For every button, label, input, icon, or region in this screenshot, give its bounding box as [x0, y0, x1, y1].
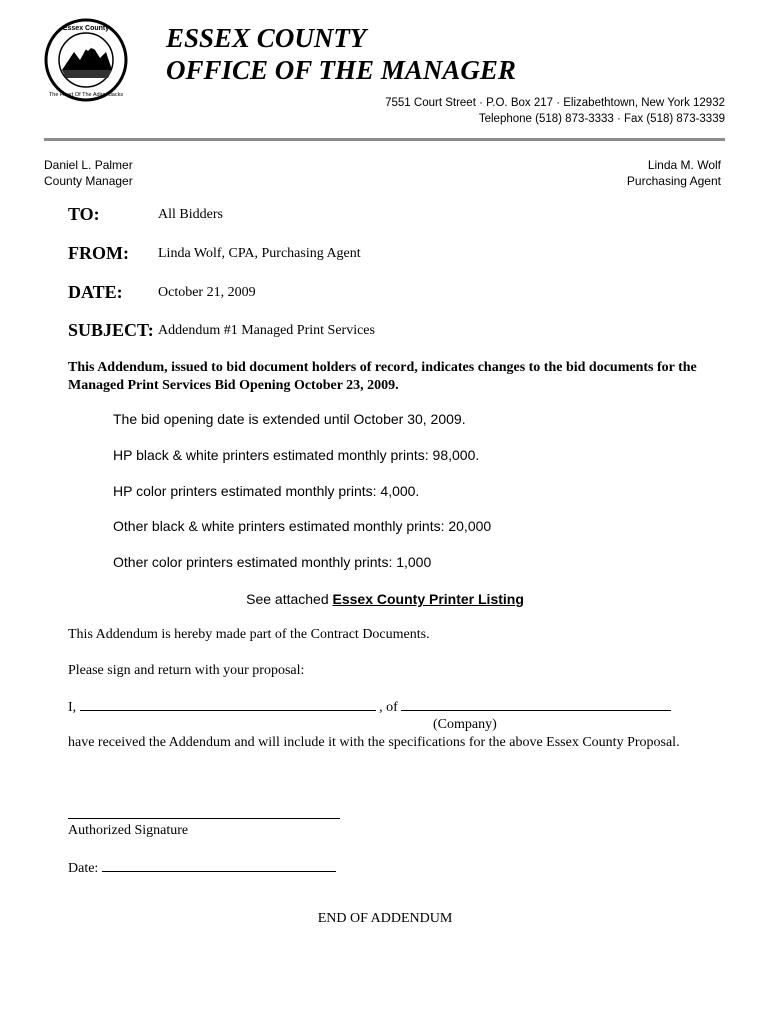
list-item: HP color printers estimated monthly prints: 4,000. [113, 483, 420, 499]
date-line [68, 859, 336, 878]
address-line: 7551 Court Street · P.O. Box 217 · Elizabethtown, New York 12932 [385, 97, 725, 109]
from-value: Linda Wolf, CPA, Purchasing Agent [158, 246, 361, 261]
list-item: Other black & white printers estimated monthly prints: 20,000 [113, 518, 492, 534]
list-item: HP black & white printers estimated monthly prints: 98,000. [113, 447, 480, 463]
subject-value: Addendum #1 Managed Print Services [158, 323, 375, 338]
attachment-prefix: See attached [246, 591, 333, 607]
phone-fax-line: Telephone (518) 873-3333 · Fax (518) 873-3339 [478, 113, 725, 125]
date-blank[interactable] [102, 859, 336, 872]
title-line-2: OFFICE OF THE MANAGER [166, 55, 516, 85]
contract-paragraph: This Addendum is hereby made part of the Contract Documents. [68, 627, 430, 642]
svg-text:The Heart Of The Adirondacks: The Heart Of The Adirondacks [48, 92, 124, 98]
date-label: DATE: [68, 282, 123, 302]
agent-title: Purchasing Agent [626, 174, 721, 188]
svg-text:Essex County: Essex County [62, 25, 110, 32]
receipt-paragraph: have received the Addendum and will include it with the specifications for the above Essex County Proposal. [68, 735, 680, 750]
to-value: All Bidders [158, 207, 223, 222]
date-value: October 21, 2009 [158, 285, 256, 300]
to-label: TO: [68, 204, 100, 224]
subject-label: SUBJECT: [68, 320, 154, 340]
of-label: , of [379, 700, 398, 715]
signer-line [68, 698, 671, 717]
title-line-1: ESSEX COUNTY [166, 23, 367, 53]
county-seal-icon [44, 18, 128, 102]
sign-return-paragraph: Please sign and return with your proposal: [68, 663, 305, 678]
end-of-addendum: END OF ADDENDUM [317, 911, 453, 926]
from-label: FROM: [68, 243, 129, 263]
printer-listing-link[interactable]: Essex County Printer Listing [332, 591, 524, 607]
signature-label: Authorized Signature [68, 823, 189, 838]
company-blank[interactable] [401, 698, 671, 711]
list-item: The bid opening date is extended until October 30, 2009. [113, 411, 466, 427]
name-blank[interactable] [80, 698, 376, 711]
right-contact [627, 157, 721, 189]
agent-name: Linda M. Wolf [647, 158, 721, 172]
i-label: I, [68, 700, 77, 715]
intro-paragraph: This Addendum, issued to bid document holders of record, indicates changes to the bid documents for the Managed Print Services Bid Opening October 23, 2009. [68, 360, 697, 393]
left-contact [44, 157, 133, 189]
list-item: Other color printers estimated monthly prints: 1,000 [113, 554, 432, 570]
manager-name: Daniel L. Palmer [44, 158, 133, 172]
company-label: (Company) [433, 717, 497, 732]
signature-date-label: Date: [68, 861, 99, 876]
attachment-note [0, 591, 770, 607]
signature-line[interactable] [68, 818, 340, 819]
header-divider [44, 138, 725, 141]
manager-title: County Manager [44, 174, 133, 188]
